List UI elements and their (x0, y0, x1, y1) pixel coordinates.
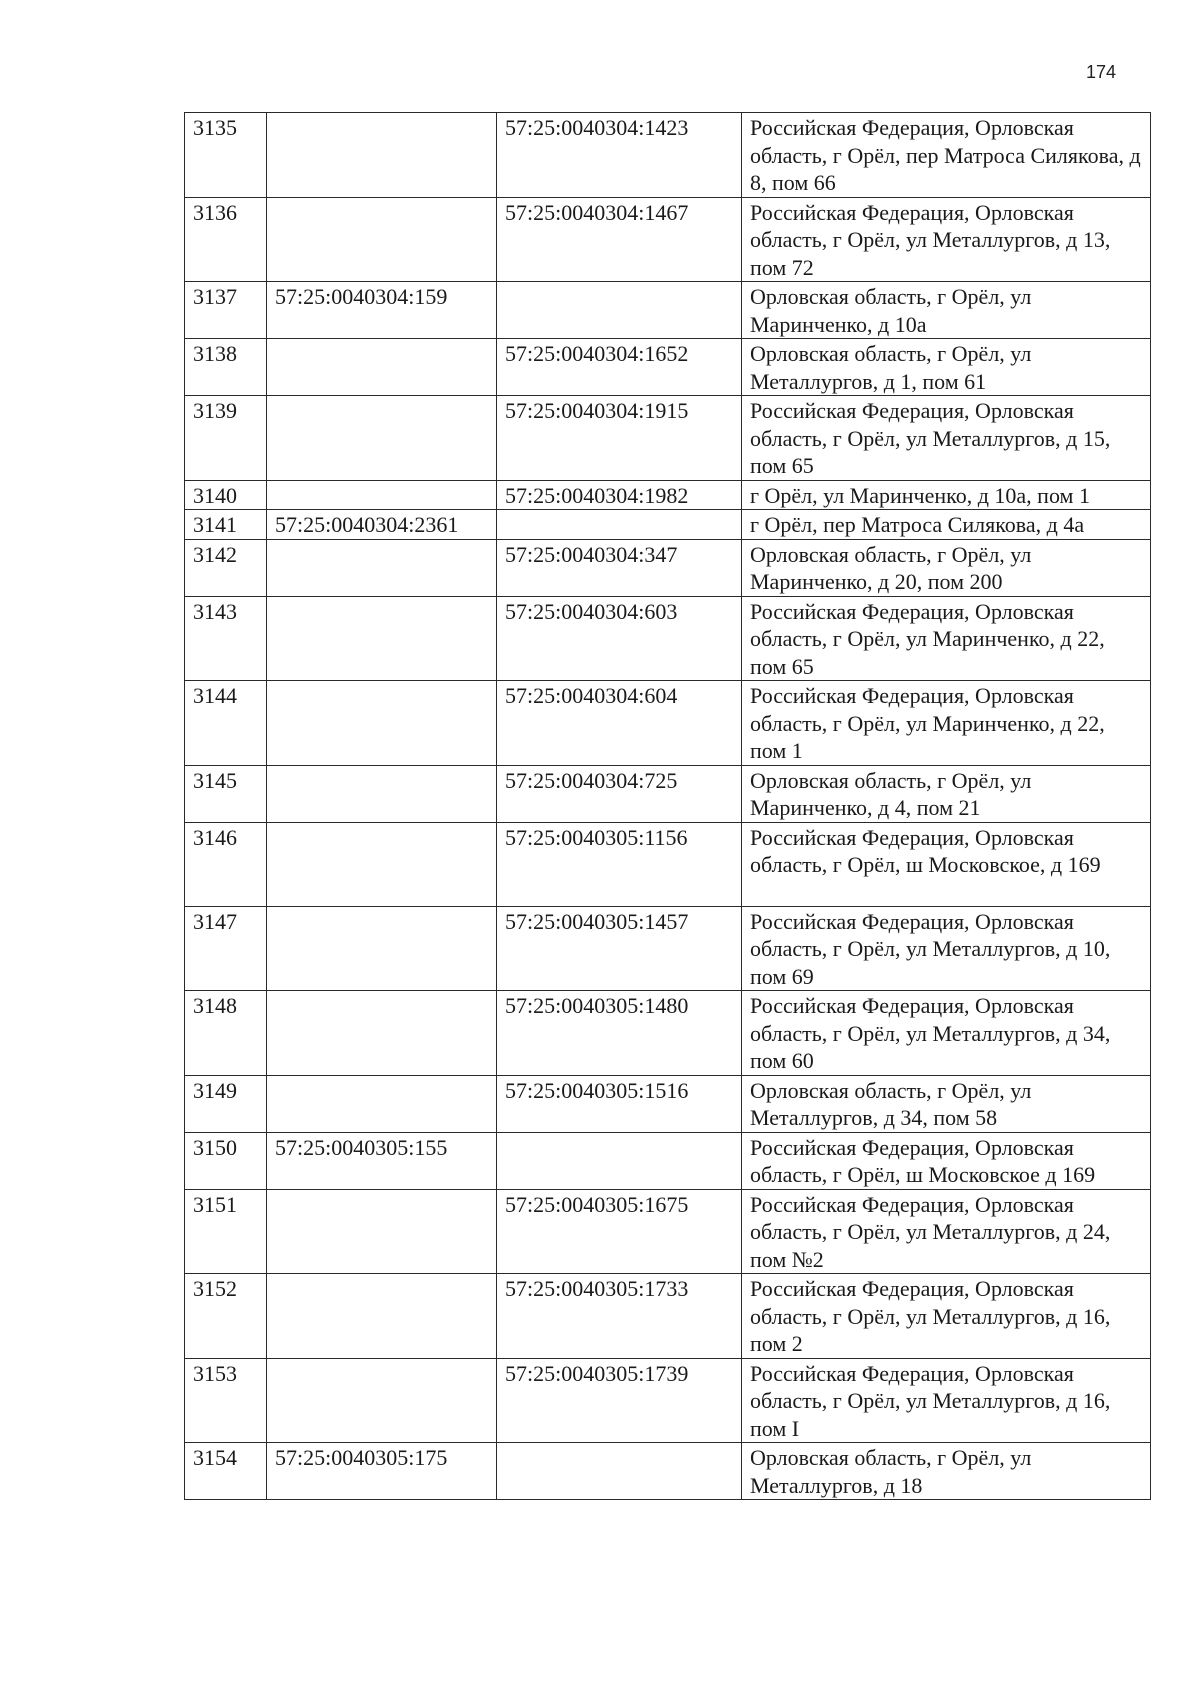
row-number: 3137 (185, 282, 267, 339)
address: Российская Федерация, Орловская область, г Орёл, ул Металлургов, д 16, пом 2 (742, 1274, 1151, 1359)
address: Российская Федерация, Орловская область, г Орёл, пер Матроса Силякова, д 8, пом 66 (742, 113, 1151, 198)
table-row (185, 339, 1151, 396)
address: Орловская область, г Орёл, ул Маринченко, д 20, пом 200 (742, 539, 1151, 596)
table-row (185, 1075, 1151, 1132)
address: Российская Федерация, Орловская область, г Орёл, ул Маринченко, д 22, пом 1 (742, 681, 1151, 766)
address: Орловская область, г Орёл, ул Металлургов, д 18 (742, 1443, 1151, 1500)
table-row (185, 1189, 1151, 1274)
address: Российская Федерация, Орловская область, г Орёл, ул Металлургов, д 16, пом I (742, 1358, 1151, 1443)
address: г Орёл, пер Матроса Силякова, д 4а (742, 510, 1151, 540)
row-number: 3135 (185, 113, 267, 198)
row-number: 3151 (185, 1189, 267, 1274)
table-row (185, 1132, 1151, 1189)
table-row (185, 681, 1151, 766)
row-number: 3141 (185, 510, 267, 540)
premise-cadastral-number: 57:25:0040305:1480 (497, 991, 742, 1076)
premise-cadastral-number: 57:25:0040304:1915 (497, 396, 742, 481)
row-number: 3147 (185, 906, 267, 991)
premise-cadastral-number: 57:25:0040304:1982 (497, 480, 742, 510)
table-row (185, 596, 1151, 681)
registry-table (184, 112, 1151, 1500)
premise-cadastral-number: 57:25:0040305:1156 (497, 822, 742, 906)
address: Российская Федерация, Орловская область, г Орёл, ул Металлургов, д 24, пом №2 (742, 1189, 1151, 1274)
premise-cadastral-number: 57:25:0040304:725 (497, 765, 742, 822)
row-number: 3138 (185, 339, 267, 396)
address: г Орёл, ул Маринченко, д 10а, пом 1 (742, 480, 1151, 510)
parcel-cadastral-number (267, 765, 497, 822)
row-number: 3153 (185, 1358, 267, 1443)
premise-cadastral-number: 57:25:0040304:347 (497, 539, 742, 596)
parcel-cadastral-number (267, 539, 497, 596)
table-row (185, 510, 1151, 540)
parcel-cadastral-number (267, 991, 497, 1076)
address: Орловская область, г Орёл, ул Металлургов, д 34, пом 58 (742, 1075, 1151, 1132)
address: Российская Федерация, Орловская область, г Орёл, ул Металлургов, д 13, пом 72 (742, 197, 1151, 282)
table-row (185, 1443, 1151, 1500)
table-row (185, 991, 1151, 1076)
table-row (185, 1274, 1151, 1359)
table-row (185, 282, 1151, 339)
row-number: 3143 (185, 596, 267, 681)
address: Орловская область, г Орёл, ул Металлургов, д 1, пом 61 (742, 339, 1151, 396)
address: Российская Федерация, Орловская область, г Орёл, ш Московское, д 169 (742, 822, 1151, 906)
parcel-cadastral-number (267, 113, 497, 198)
premise-cadastral-number: 57:25:0040304:604 (497, 681, 742, 766)
parcel-cadastral-number (267, 197, 497, 282)
premise-cadastral-number (497, 1443, 742, 1500)
parcel-cadastral-number (267, 480, 497, 510)
premise-cadastral-number: 57:25:0040305:1733 (497, 1274, 742, 1359)
parcel-cadastral-number: 57:25:0040304:159 (267, 282, 497, 339)
row-number: 3140 (185, 480, 267, 510)
table-row (185, 1358, 1151, 1443)
premise-cadastral-number: 57:25:0040305:1739 (497, 1358, 742, 1443)
address: Российская Федерация, Орловская область, г Орёл, ул Металлургов, д 34, пом 60 (742, 991, 1151, 1076)
row-number: 3154 (185, 1443, 267, 1500)
premise-cadastral-number (497, 510, 742, 540)
row-number: 3139 (185, 396, 267, 481)
page-number: 174 (1086, 62, 1117, 82)
row-number: 3142 (185, 539, 267, 596)
table-row (185, 539, 1151, 596)
table-row (185, 765, 1151, 822)
parcel-cadastral-number (267, 1189, 497, 1274)
address: Орловская область, г Орёл, ул Маринченко, д 4, пом 21 (742, 765, 1151, 822)
table-row (185, 197, 1151, 282)
premise-cadastral-number: 57:25:0040304:1467 (497, 197, 742, 282)
premise-cadastral-number (497, 1132, 742, 1189)
parcel-cadastral-number: 57:25:0040305:175 (267, 1443, 497, 1500)
parcel-cadastral-number: 57:25:0040304:2361 (267, 510, 497, 540)
premise-cadastral-number: 57:25:0040304:603 (497, 596, 742, 681)
row-number: 3136 (185, 197, 267, 282)
table-row (185, 906, 1151, 991)
row-number: 3145 (185, 765, 267, 822)
parcel-cadastral-number: 57:25:0040305:155 (267, 1132, 497, 1189)
table-row (185, 480, 1151, 510)
premise-cadastral-number: 57:25:0040304:1652 (497, 339, 742, 396)
table-row (185, 822, 1151, 906)
premise-cadastral-number: 57:25:0040305:1675 (497, 1189, 742, 1274)
row-number: 3149 (185, 1075, 267, 1132)
row-number: 3150 (185, 1132, 267, 1189)
parcel-cadastral-number (267, 906, 497, 991)
premise-cadastral-number: 57:25:0040305:1457 (497, 906, 742, 991)
parcel-cadastral-number (267, 1358, 497, 1443)
parcel-cadastral-number (267, 822, 497, 906)
premise-cadastral-number (497, 282, 742, 339)
address: Орловская область, г Орёл, ул Маринченко, д 10а (742, 282, 1151, 339)
parcel-cadastral-number (267, 339, 497, 396)
premise-cadastral-number: 57:25:0040305:1516 (497, 1075, 742, 1132)
address: Российская Федерация, Орловская область, г Орёл, ул Маринченко, д 22, пом 65 (742, 596, 1151, 681)
address: Российская Федерация, Орловская область, г Орёл, ш Московское д 169 (742, 1132, 1151, 1189)
premise-cadastral-number: 57:25:0040304:1423 (497, 113, 742, 198)
table-row (185, 113, 1151, 198)
parcel-cadastral-number (267, 396, 497, 481)
parcel-cadastral-number (267, 1075, 497, 1132)
parcel-cadastral-number (267, 681, 497, 766)
row-number: 3148 (185, 991, 267, 1076)
registry-table-body (185, 113, 1151, 1500)
table-row (185, 396, 1151, 481)
parcel-cadastral-number (267, 1274, 497, 1359)
row-number: 3146 (185, 822, 267, 906)
parcel-cadastral-number (267, 596, 497, 681)
address: Российская Федерация, Орловская область, г Орёл, ул Металлургов, д 15, пом 65 (742, 396, 1151, 481)
address: Российская Федерация, Орловская область, г Орёл, ул Металлургов, д 10, пом 69 (742, 906, 1151, 991)
row-number: 3144 (185, 681, 267, 766)
row-number: 3152 (185, 1274, 267, 1359)
